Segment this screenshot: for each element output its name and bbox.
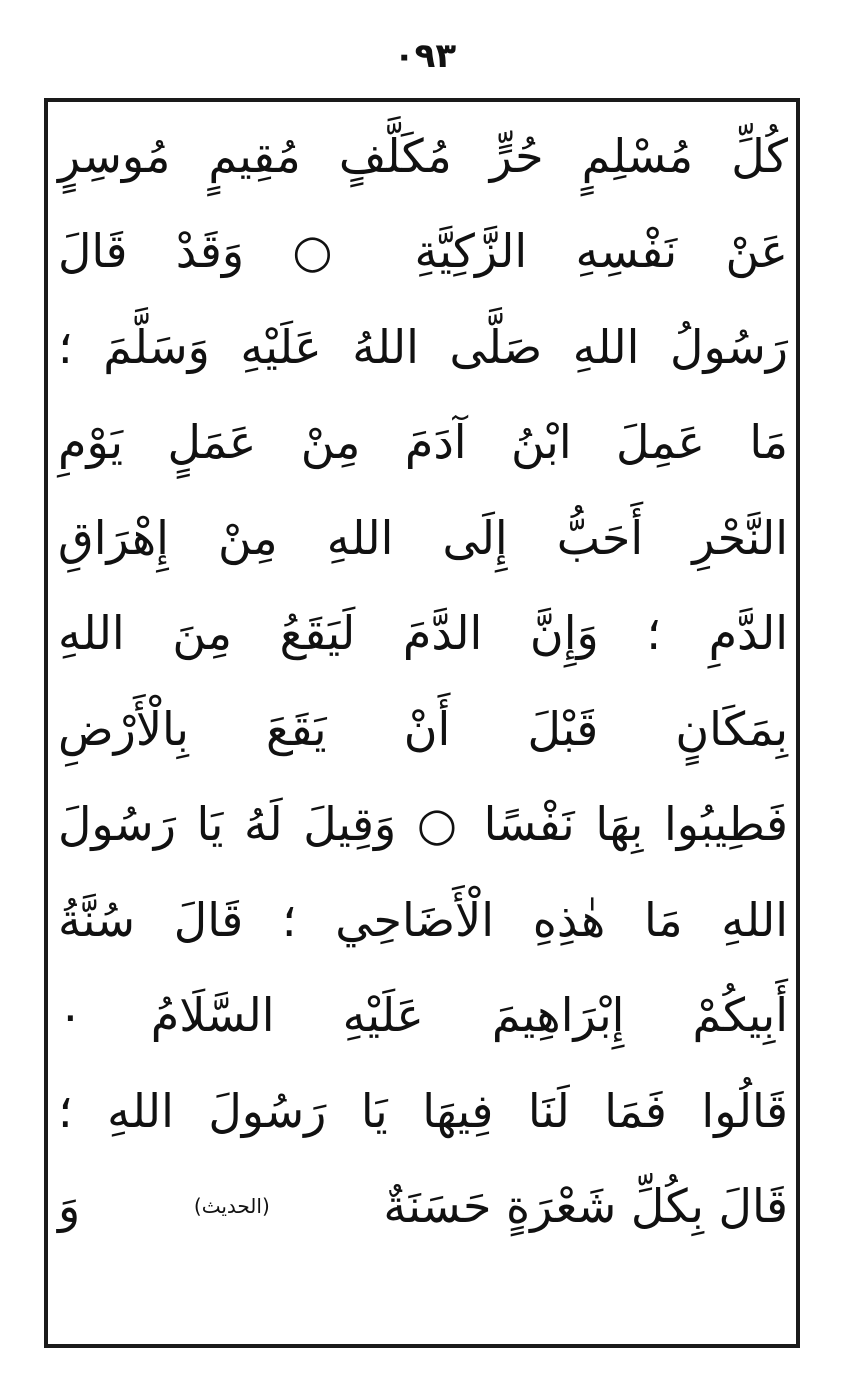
line-text: كُلِّ مُسْلِمٍ حُرٍّ مُكَلَّفٍ مُقِيمٍ مُوسِرٍ: [58, 128, 788, 183]
page-number: ۰۹۳: [393, 36, 457, 76]
text-line-11: [58, 1063, 788, 1159]
catchword: وَ: [58, 1179, 81, 1234]
hadith-note: (الحديث): [193, 1194, 270, 1219]
text-line-12: [58, 1159, 788, 1255]
line-text: مَا عَمِلَ ابْنُ آدَمَ مِنْ عَمَلٍ يَوْمِ: [58, 415, 788, 470]
text-line-1: [58, 108, 788, 204]
line-text: النَّحْرِ أَحَبُّ إِلَى اللهِ مِنْ إِهْرَاقِ: [58, 510, 788, 565]
line-text: اللهِ مَا هٰذِهِ الْأَضَاحِي ؛ قَالَ سُنَّةُ: [58, 892, 788, 947]
text-line-2: [58, 204, 788, 300]
line-text: بِمَكَانٍ قَبْلَ أَنْ يَقَعَ بِالْأَرْضِ: [58, 701, 788, 756]
text-line-5: [58, 490, 788, 586]
line-text: فَطِيبُوا بِهَا نَفْسًا ○ وَقِيلَ لَهُ يَا رَسُولَ: [58, 797, 788, 852]
text-line-3: [58, 299, 788, 395]
line-text: قَالَ بِكُلِّ شَعْرَةٍ حَسَنَةٌ: [383, 1179, 788, 1234]
text-line-10: [58, 968, 788, 1064]
text-line-4: [58, 395, 788, 491]
line-text: رَسُولُ اللهِ صَلَّى اللهُ عَلَيْهِ وَسَلَّمَ ؛: [58, 319, 788, 374]
arabic-text-block: [58, 108, 788, 1254]
text-line-6: [58, 586, 788, 682]
line-text: قَالُوا فَمَا لَنَا فِيهَا يَا رَسُولَ اللهِ ؛: [58, 1083, 788, 1138]
text-line-7: [58, 681, 788, 777]
text-line-9: [58, 872, 788, 968]
text-line-8: [58, 777, 788, 873]
line-text: عَنْ نَفْسِهِ الزَّكِيَّةِ ○ وَقَدْ قَالَ: [58, 224, 788, 279]
line-text: الدَّمِ ؛ وَإِنَّ الدَّمَ لَيَقَعُ مِنَ اللهِ: [58, 606, 788, 661]
line-text: أَبِيكُمْ إِبْرَاهِيمَ عَلَيْهِ السَّلَامُ ۰: [58, 988, 788, 1043]
